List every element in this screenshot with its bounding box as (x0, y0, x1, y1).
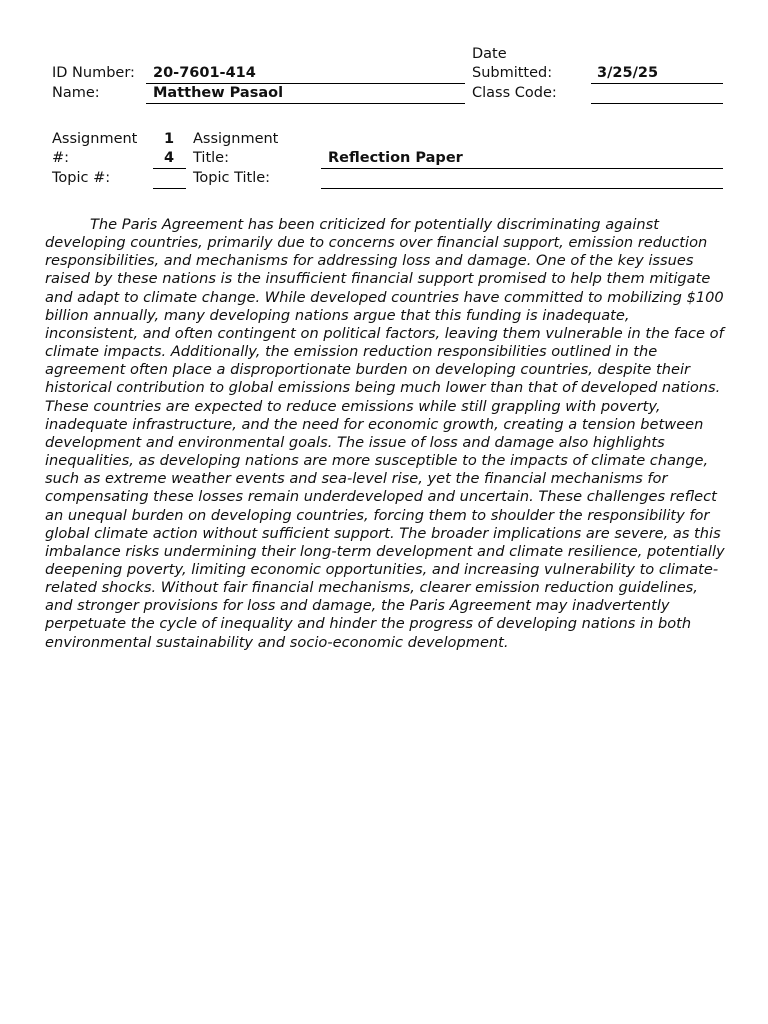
assignment-number-value: 1 (164, 131, 175, 147)
name-value: Matthew Pasaol (153, 85, 284, 101)
id-number-label: ID Number: (52, 65, 135, 81)
assignment-number-underline (153, 168, 186, 169)
topic-number-label: Topic #: (52, 170, 111, 186)
assignment-title-underline (321, 168, 723, 169)
topic-number-value: 4 (164, 150, 175, 166)
assignment-number-label-line1: Assignment (52, 131, 138, 147)
date-submitted-label-line2: Submitted: (472, 65, 553, 81)
id-number-value: 20-7601-414 (153, 65, 256, 81)
topic-title-underline (321, 188, 723, 189)
topic-title-label: Topic Title: (193, 170, 271, 186)
topic-number-underline (153, 188, 186, 189)
class-code-label: Class Code: (472, 85, 557, 101)
assignment-number-label-line2: #: (52, 150, 70, 166)
assignment-title-label-line1: Assignment (193, 131, 279, 147)
reflection-paragraph: The Paris Agreement has been criticized for potentially discriminating against developing countries, primarily due to concerns over financial support, emission reduction responsibilities, and mechanisms for addressing loss and damage. One of the key issues raised by these nations is the insufficient financial support promised to help them mitigate and adapt to climate change. While developed countries have committed to mobilizing $100 billion annually, many developing nations argue that this funding is inadequate, inconsistent, and often contingent on political factors, leaving them vulnerable in the face of climate impacts. Additionally, the emission reduction responsibilities outlined in the agreement often place a disproportionate burden on developing countries, despite their historical contribution to global emissions being much lower than that of developed nations. These countries are expected to reduce emissions while still grappling with poverty, inadequate infrastructure, and the need for economic growth, creating a tension between development and environmental goals. The issue of loss and damage also highlights inequalities, as developing nations are more susceptible to the impacts of climate change, such as extreme weather events and sea-level rise, yet the financial mechanisms for compensating these losses remain underdeveloped and uncertain. These challenges reflect an unequal burden on developing countries, forcing them to shoulder the responsibility for global climate action without sufficient support. The broader implications are severe, as this imbalance risks undermining their long-term development and climate resilience, potentially deepening poverty, limiting economic opportunities, and increasing vulnerability to climate-related shocks. Without fair financial mechanisms, clearer emission reduction guidelines, and stronger provisions for loss and damage, the Paris Agreement may inadvertently perpetuate the cycle of inequality and hinder the progress of developing nations in both environmental sustainability and socio-economic development. (45, 216, 725, 651)
assignment-title-label-line2: Title: (193, 150, 229, 166)
class-code-underline (591, 103, 723, 104)
date-submitted-label-line1: Date (472, 46, 507, 62)
name-label: Name: (52, 85, 100, 101)
date-submitted-underline (591, 83, 723, 84)
date-submitted-value: 3/25/25 (597, 65, 659, 81)
assignment-title-value: Reflection Paper (328, 150, 463, 166)
name-underline (146, 103, 465, 104)
